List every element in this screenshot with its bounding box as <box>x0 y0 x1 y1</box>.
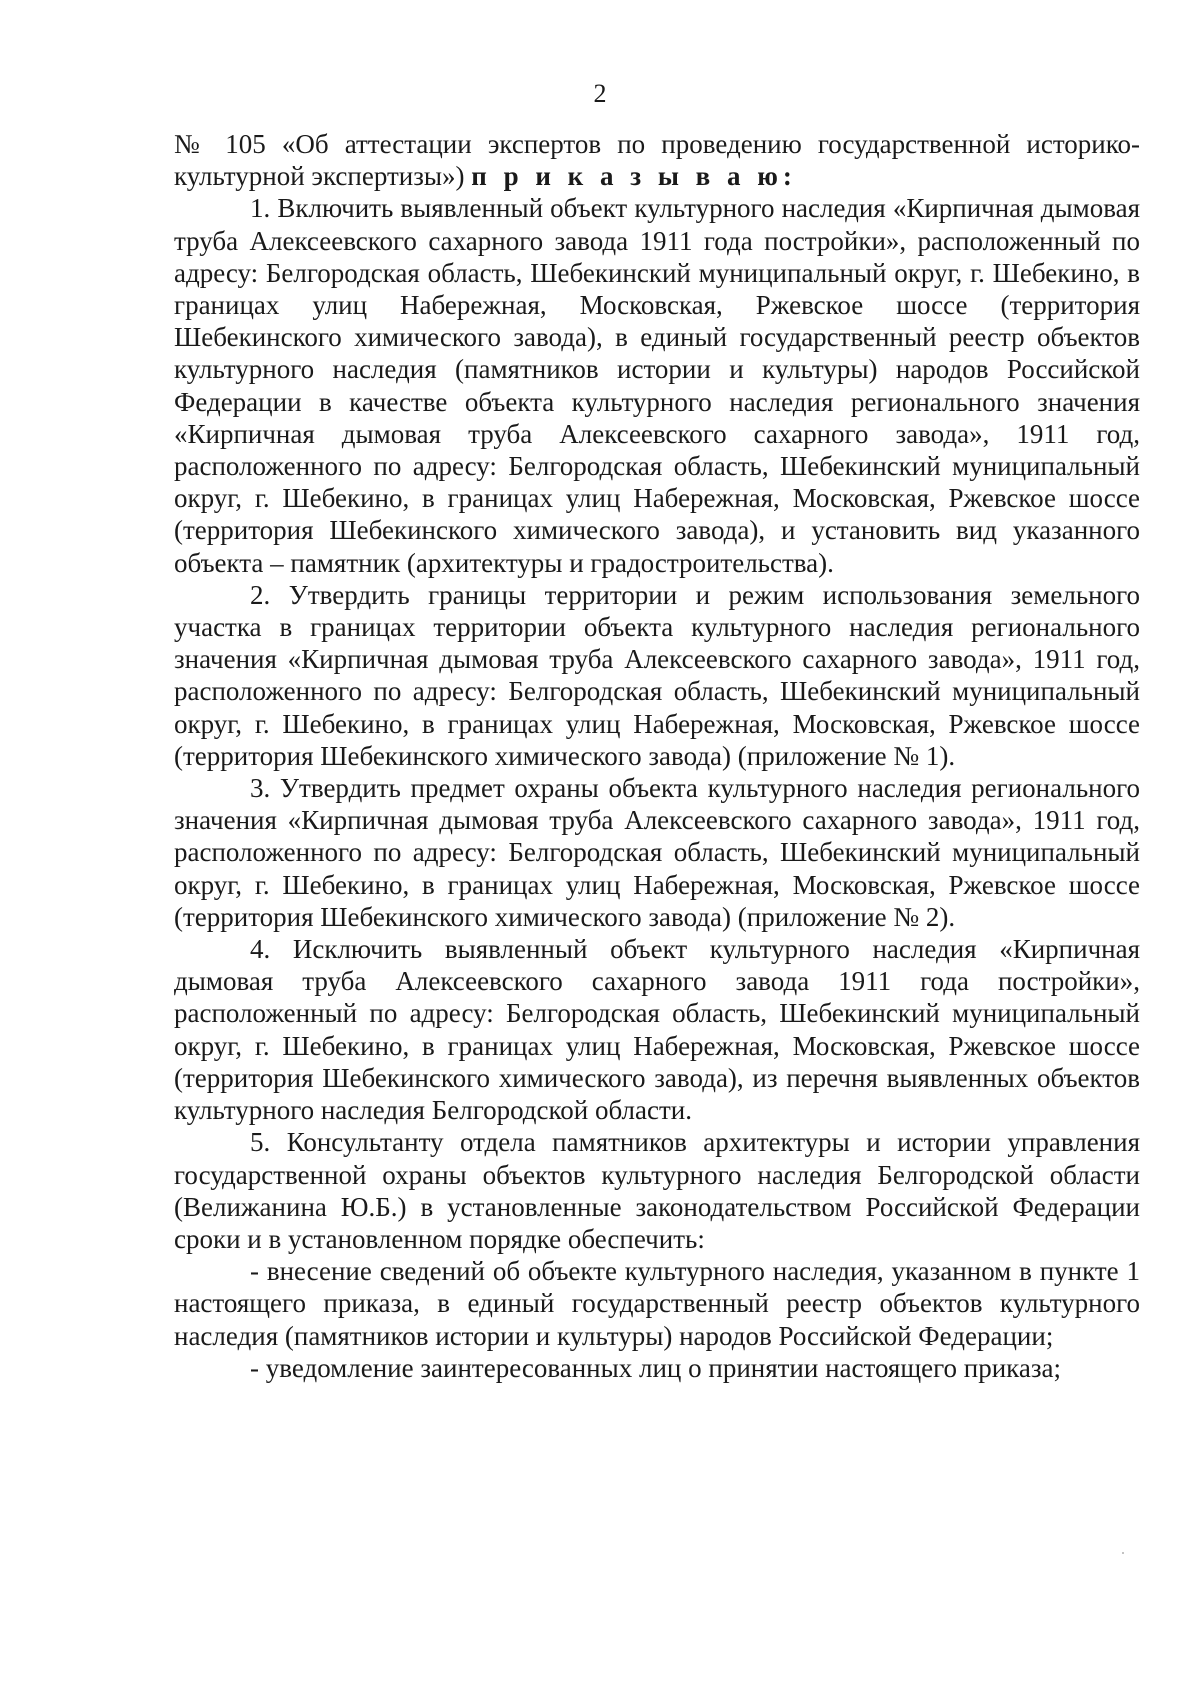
intro-paragraph <box>174 128 1140 192</box>
clause-4: 4. Исключить выявленный объект культурного наследия «Кирпичная дымовая труба Алексеевского сахарного завода 1911 года постройки», расположенный по адресу: Белгородская область, Шебекинский муниципальный округ, г. Шебекино, в границах улиц Набережная, Московская, Ржевское шоссе (территория Шебекинского химического завода), из перечня выявленных объектов культурного наследия Белгородской области. <box>174 934 1140 1126</box>
intro-text: № 105 «Об аттестации экспертов по проведению государственной историко-культурной экспертизы») <box>174 129 1140 192</box>
clause-5: 5. Консультанту отдела памятников архитектуры и истории управления государственной охраны объектов культурного наследия Белгородской области (Велижанина Ю.Б.) в установленные законодательством Российской Федерации сроки и в установленном порядке обеспечить: <box>174 1127 1140 1254</box>
clause-2: 2. Утвердить границы территории и режим использования земельного участка в границах территории объекта культурного наследия регионального значения «Кирпичная дымовая труба Алексеевского сахарного завода», 1911 год, расположенного по адресу: Белгородская область, Шебекинский муниципальный округ, г. Шебекино, в границах улиц Набережная, Московская, Ржевское шоссе (территория Шебекинского химического завода) (приложение № 1). <box>174 579 1140 771</box>
clause-5-item-registry: - внесение сведений об объекте культурного наследия, указанном в пункте 1 настоящего приказа, в единый государственный реестр объектов культурного наследия (памятников истории и культуры) народов Российской Федерации; <box>174 1256 1140 1351</box>
document-body <box>174 128 1140 1384</box>
clause-3: 3. Утвердить предмет охраны объекта культурного наследия регионального значения «Кирпичная дымовая труба Алексеевского сахарного завода», 1911 год, расположенного по адресу: Белгородская область, Шебекинский муниципальный округ, г. Шебекино, в границах улиц Набережная, Московская, Ржевское шоссе (территория Шебекинского химического завода) (приложение № 2). <box>174 773 1140 932</box>
order-keyword: п р и к а з ы в а ю: <box>471 161 797 192</box>
clause-1: 1. Включить выявленный объект культурного наследия «Кирпичная дымовая труба Алексеевского сахарного завода 1911 года постройки», расположенный по адресу: Белгородская область, Шебекинский муниципальный округ, г. Шебекино, в границах улиц Набережная, Московская, Ржевское шоссе (территория Шебекинского химического завода), в единый государственный реестр объектов культурного наследия (памятников истории и культуры) народов Российской Федерации в качестве объекта культурного наследия регионального значения «Кирпичная дымовая труба Алексеевского сахарного завода», 1911 год, расположенного по адресу: Белгородская область, Шебекинский муниципальный округ, г. Шебекино, в границах улиц Набережная, Московская, Ржевское шоссе (территория Шебекинского химического завода), и установить вид указанного объекта – памятник (архитектуры и градостроительства). <box>174 193 1140 578</box>
scan-dot <box>1122 1552 1124 1554</box>
clause-5-item-notification: - уведомление заинтересованных лиц о принятии настоящего приказа; <box>250 1352 1062 1383</box>
page-number: 2 <box>593 79 607 108</box>
